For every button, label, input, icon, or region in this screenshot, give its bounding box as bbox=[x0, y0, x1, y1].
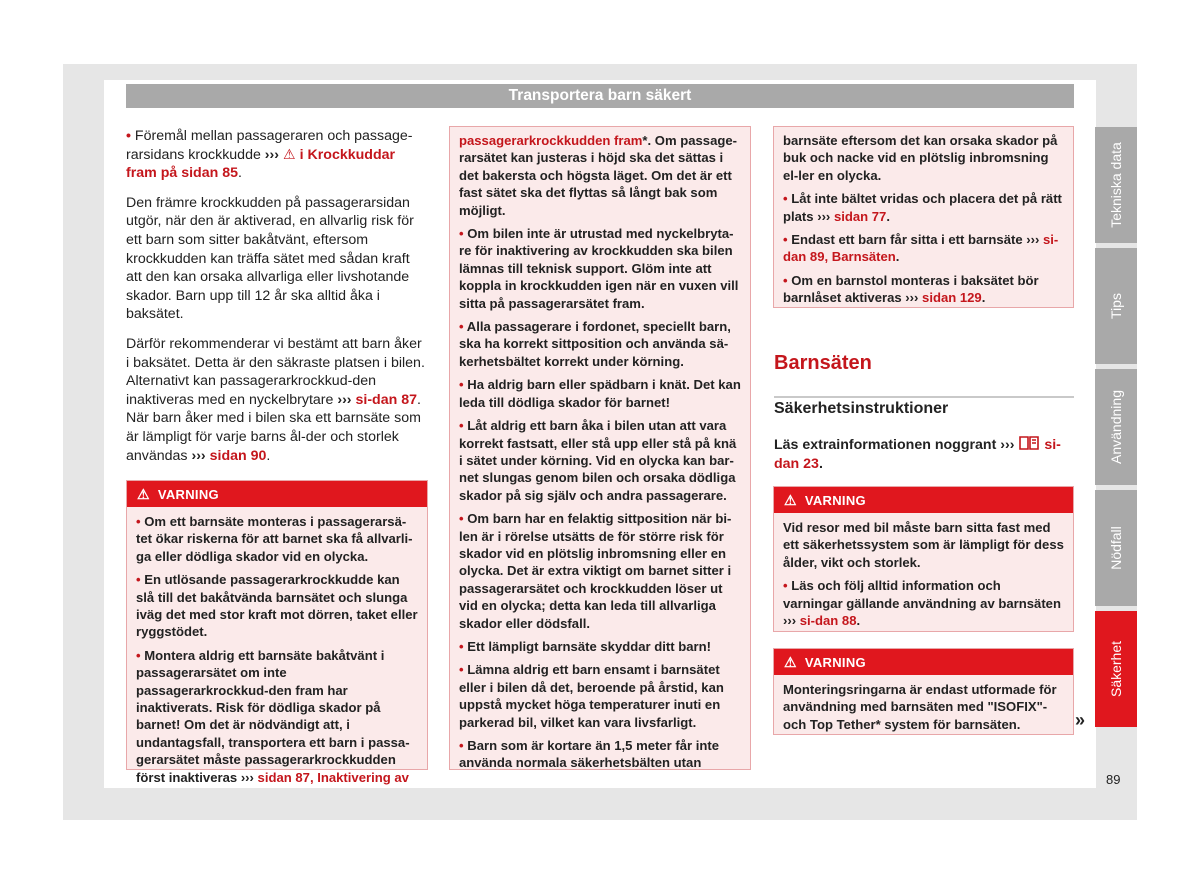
bullet-icon: • bbox=[459, 662, 464, 678]
link-krockkuddar[interactable]: i Krockkuddar fram på sidan 85 bbox=[126, 146, 396, 182]
bullet-icon: • bbox=[136, 572, 141, 588]
reference-arrows: ››› bbox=[783, 613, 797, 629]
warning-item: • Låt aldrig ett barn åka i bilen utan att vara korrekt fastsatt, eller stå upp eller stå på knä i sätet under körning. Vid en olycka kan bar-net slungas genom bilen och orsaka dödliga skador på sig själv och andra passagerare. bbox=[459, 418, 737, 503]
bullet-icon: • bbox=[783, 272, 788, 288]
reference-arrows: ››› bbox=[817, 208, 831, 224]
bullet-icon: • bbox=[459, 738, 464, 753]
warning-item: • Om barn har en felaktig sittposition när bi-len är i rörelse utsätts de för större risk för skador vid en plötslig inbromsning eller en olycka. Det är extra viktigt om barnet sitter i passagerarsätet och krockkudden löser ut vid en olycka; detta kan leda till allvarliga skador eller dödsfall. bbox=[459, 511, 732, 631]
section-title: Barnsäten bbox=[774, 352, 872, 374]
reference-arrows: ››› bbox=[191, 447, 206, 464]
continue-marker: » bbox=[1075, 710, 1086, 730]
bullet-icon: • bbox=[459, 377, 464, 393]
bullet-icon: • bbox=[459, 511, 464, 527]
page-header: Transportera barn säkert bbox=[126, 84, 1074, 108]
tab-sakerhet[interactable]: Säkerhet bbox=[1095, 611, 1137, 727]
intro-paragraph: Läs extrainformationen noggrant ››› si-dan 23. bbox=[774, 437, 1061, 472]
warning-body bbox=[450, 127, 750, 782]
page-number: 89 bbox=[1106, 772, 1121, 787]
reference-arrows: ››› bbox=[240, 769, 254, 785]
bullet-icon: • bbox=[126, 128, 131, 144]
warning-item: • Ha aldrig barn eller spädbarn i knät. Det kan leda till dödliga skador för barnet! bbox=[459, 377, 741, 410]
warning-body bbox=[774, 675, 1073, 743]
link-sidan-129[interactable]: sidan 129 bbox=[922, 290, 982, 306]
warning-box-3 bbox=[773, 126, 1074, 308]
warning-item: • Lämna aldrig ett barn ensamt i barnsätet eller i bilen då det, beroende på årstid, kan uppstå mycket höga temperaturer inuti en parkerad bil, vilket kan vara livsfarligt. bbox=[459, 662, 724, 730]
warning-box-5 bbox=[773, 648, 1074, 735]
bullet-icon: • bbox=[459, 319, 464, 335]
warning-item: • Om ett barnsäte monteras i passagerarsä-tet ökar riskerna för att barnet ska få allvarli-ga eller dödliga skador vid en olycka. bbox=[136, 514, 413, 564]
paragraph-recommendation: Därför rekommenderar vi bestämt att barn åker i baksätet. Detta är den säkraste platsen i bilen. Alternativt kan passagerarkrockkud-den inaktiveras med en nyckelbrytare ››› si-dan 87. När barn åker med i bilen ska ett barnsäte som är lämpligt för varje barns ål-der och storlek användas ››› sidan 90. bbox=[126, 335, 425, 464]
bullet-icon: • bbox=[783, 232, 788, 248]
link-sidan-88[interactable]: si-dan 88 bbox=[799, 613, 857, 629]
bullet-icon: • bbox=[136, 647, 141, 663]
warning-header: ⚠ VARNING bbox=[127, 481, 427, 507]
bullet-icon: • bbox=[783, 191, 788, 207]
bullet-icon: • bbox=[136, 514, 141, 529]
warning-item: • Barn som är kortare än 1,5 meter får inte använda normala säkerhetsbälten utan bbox=[459, 738, 720, 771]
section-subtitle: Säkerhetsinstruktioner bbox=[774, 396, 1074, 418]
warning-item: • Om bilen inte är utrustad med nyckelbryta-re för inaktivering av krockkudden ska bilen lämnas till teknisk support. Glöm inte att koppla in krockkudden igen när en vuxen vill sitta på passagerarsätet fram. bbox=[459, 226, 739, 311]
warning-box-2 bbox=[449, 126, 751, 770]
reference-arrows: ››› bbox=[1000, 437, 1015, 453]
warning-item: • Alla passagerare i fordonet, speciellt barn, ska ha korrekt sittposition och använda sä-kerhetsbältet korrekt under körning. bbox=[459, 319, 731, 369]
warning-item: • Montera aldrig ett barnsäte bakåtvänt i passagerarsätet om inte passagerarkrockkud-den fram har inaktiverats. Risk för dödliga skador på barnet! Om det är nödvändigt att, i undantagsfall, transportera ett barn i passa-gerarsätet måste passagerarkrockkudden först inaktiveras ››› sidan 87, Inaktivering av bbox=[136, 647, 410, 785]
link-passagerarkrockkudden[interactable]: passagerarkrockkudden fram bbox=[459, 133, 643, 148]
warning-item: • Läs och följ alltid information och varningar gällande användning av barnsäten ››› si-dan 88. bbox=[783, 578, 1061, 629]
link-sidan-87[interactable]: si-dan 87 bbox=[355, 391, 417, 408]
warning-item: • Om en barnstol monteras i baksätet bör barnlåset aktiveras ››› sidan 129. bbox=[783, 272, 1039, 306]
reference-arrows: ››› bbox=[337, 391, 352, 408]
book-icon bbox=[1018, 437, 1044, 453]
tab-tekniska-data[interactable]: Tekniska data bbox=[1095, 127, 1137, 243]
warning-triangle-icon: ⚠ bbox=[137, 486, 150, 502]
warning-triangle-icon: ⚠ bbox=[282, 146, 296, 163]
warning-item: • Låt inte bältet vridas och placera det på rätt plats ››› sidan 77. bbox=[783, 191, 1062, 224]
warning-lead: barnsäte eftersom det kan orsaka skador på buk och nacke vid en plötslig inbromsning el-ler en olycka. bbox=[783, 133, 1058, 183]
bullet-icon: • bbox=[459, 226, 464, 242]
warning-body bbox=[127, 507, 427, 796]
warning-box-4 bbox=[773, 486, 1074, 632]
reference-arrows: ››› bbox=[264, 146, 279, 163]
warning-body bbox=[774, 127, 1073, 317]
link-sidan-90[interactable]: sidan 90 bbox=[209, 447, 267, 464]
bullet-icon: • bbox=[459, 638, 464, 654]
tab-tips[interactable]: Tips bbox=[1095, 248, 1137, 364]
warning-lead: passagerarkrockkudden fram*. Om passage-rarsätet kan justeras i höjd ska det sättas i det bakersta och högsta läget. Om det är ett fast sätet ska det flyttas så långt bak som möjligt. bbox=[459, 133, 738, 218]
warning-item: • En utlösande passagerarkrockkudde kan slå till det bakåtvända barnsätet och slunga iväg det med stor kraft mot dörren, taket eller ryggstödet. bbox=[136, 572, 418, 640]
paragraph-airbag-risk: Den främre krockkudden på passagerarsidan utgör, när den är aktiverad, en allvarlig risk för ett barn som sitter bakåtvänt, eftersom krockkudden kan träffa sätet med sådan kraft att den kan orsaka allvarliga eller livshotande skador. Barn upp till 12 år ska alltid åka i baksätet. bbox=[126, 194, 414, 323]
reference-arrows: ››› bbox=[1026, 232, 1040, 248]
link-sidan-77[interactable]: sidan 77 bbox=[833, 208, 887, 224]
warning-lead: Vid resor med bil måste barn sitta fast med ett säkerhetssystem som är lämpligt för dess ålder, vikt och storlek. bbox=[783, 520, 1064, 570]
bullet-icon: • bbox=[459, 418, 464, 434]
link-sidan-23[interactable]: si-dan 23 bbox=[774, 437, 1061, 472]
warning-item: • Endast ett barn får sitta i ett barnsäte ››› si-dan 89, Barnsäten. bbox=[783, 232, 1059, 265]
warning-header: ⚠ VARNING bbox=[774, 487, 1073, 513]
column-1 bbox=[126, 127, 428, 476]
warning-text: Monteringsringarna är endast utformade för användning med barnsäten med "ISOFIX"- och Top Tether* system för barnsäten. bbox=[783, 682, 1057, 732]
tab-anvandning[interactable]: Användning bbox=[1095, 369, 1137, 485]
link-sidan-87-inaktivering[interactable]: sidan 87, Inaktivering av bbox=[257, 769, 409, 785]
warning-header: ⚠ VARNING bbox=[774, 649, 1073, 675]
reference-arrows: ››› bbox=[905, 290, 919, 306]
link-sidan-89[interactable]: si-dan 89, Barnsäten bbox=[783, 232, 1059, 265]
warning-box-1 bbox=[126, 480, 428, 785]
warning-triangle-icon: ⚠ bbox=[784, 492, 797, 508]
bullet-icon: • bbox=[783, 578, 788, 594]
paragraph-front-objects: • Föremål mellan passageraren och passage-rarsidans krockkudde ››› ⚠ i Krockkuddar fram på sidan 85. bbox=[126, 128, 413, 182]
warning-item: • Ett lämpligt barnsäte skyddar ditt barn! bbox=[459, 638, 711, 654]
warning-body bbox=[774, 513, 1073, 639]
warning-triangle-icon: ⚠ bbox=[784, 654, 797, 670]
tab-nodfall[interactable]: Nödfall bbox=[1095, 490, 1137, 606]
